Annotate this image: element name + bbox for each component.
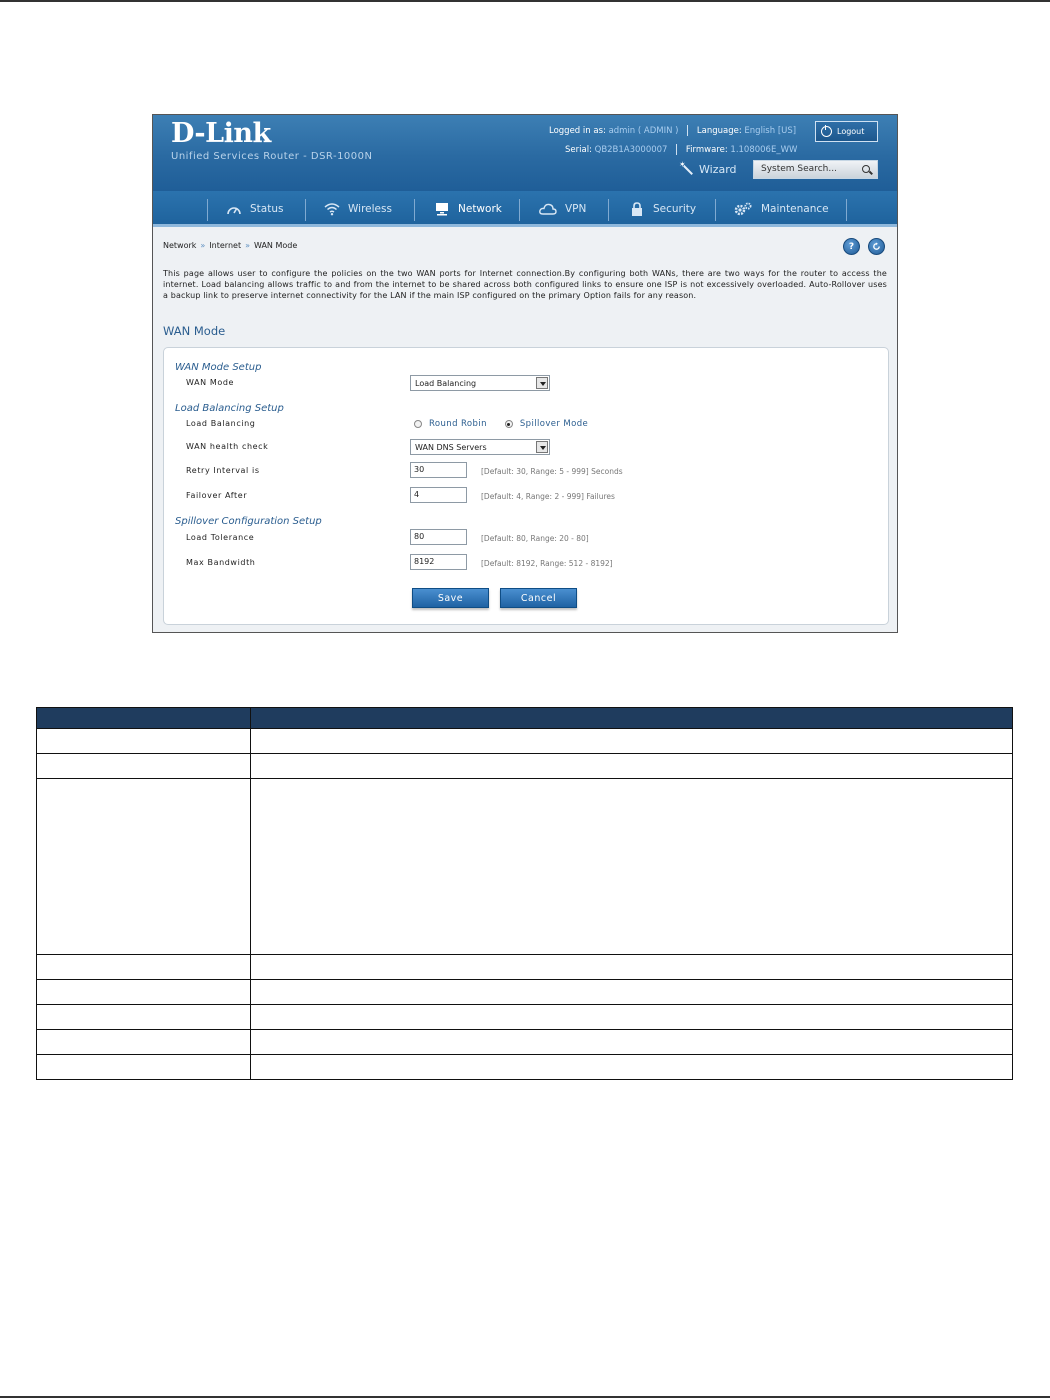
retry-interval-label: Retry Interval is [186,466,260,475]
router-screenshot [152,114,898,633]
wan-mode-panel [163,347,889,625]
spillover-setup-heading: Spillover Configuration Setup [175,516,322,527]
max-bandwidth-input[interactable]: 8192 [410,554,467,570]
table-row [37,1005,1013,1030]
wizard-link[interactable]: ✶ Wizard [681,163,737,176]
bottom-page-rule [0,1396,1050,1398]
language-value[interactable]: English [US] [744,126,797,136]
parameter-table [36,707,1013,1080]
main-content [153,227,897,632]
cancel-button[interactable]: Cancel [500,588,577,608]
gears-icon [733,202,753,216]
failover-after-input[interactable]: 4 [410,487,467,503]
section-title: WAN Mode [163,324,226,338]
wifi-icon [324,202,340,216]
save-button[interactable]: Save [412,588,489,608]
breadcrumb-internet[interactable]: Internet [209,241,242,250]
top-page-rule [0,0,1050,2]
nav-wireless[interactable]: Wireless [324,191,392,227]
load-tolerance-label: Load Tolerance [186,533,255,542]
chevron-down-icon [536,441,548,453]
load-tolerance-input[interactable]: 80 [410,529,467,545]
breadcrumb-network[interactable]: Network [163,241,197,250]
page-description: This page allows user to configure the policies on the two WAN ports for Internet connection.By configuring both WANs, there are two ways for the router to access the internet. Load balancing allows traffic to and from the internet to be shared across both configured links to ensure one ISP is not excessively overloaded. Auto-Rollover uses a backup link to preserve internet connectivity for the LAN if the main ISP configured on the primary Option fails for any reason. [163,269,887,300]
power-icon [821,126,832,137]
failover-after-label: Failover After [186,491,248,500]
nav-vpn[interactable]: VPN [539,191,586,227]
round-robin-radio[interactable] [414,420,422,428]
table-row [37,754,1013,779]
max-bandwidth-label: Max Bandwidth [186,558,256,567]
firmware-value: 1.108006E_WW [730,145,798,155]
lock-icon [629,202,645,216]
monitor-icon [434,202,450,216]
wan-mode-select[interactable]: Load Balancing [410,375,550,391]
load-balancing-label: Load Balancing [186,419,256,428]
load-tolerance-hint: [Default: 80, Range: 20 - 80] [481,534,589,543]
table-row [37,729,1013,754]
wan-health-check-label: WAN health check [186,442,269,451]
load-balancing-setup-heading: Load Balancing Setup [175,403,284,414]
nav-network[interactable]: Network [434,191,502,227]
spillover-mode-radio[interactable] [505,420,513,428]
speedometer-icon [226,202,242,216]
max-bandwidth-hint: [Default: 8192, Range: 512 - 8192] [481,559,613,568]
table-row [37,1055,1013,1080]
router-model-subtitle: Unified Services Router - DSR-1000N [171,151,373,162]
table-row [37,779,1013,955]
retry-interval-hint: [Default: 30, Range: 5 - 999] Seconds [481,467,623,476]
system-search-input[interactable]: System Search... [753,160,878,179]
table-header-row [37,708,1013,729]
chevron-down-icon [536,377,548,389]
breadcrumb: Network » Internet » WAN Mode [163,241,298,250]
failover-after-hint: [Default: 4, Range: 2 - 999] Failures [481,492,615,501]
refresh-icon[interactable] [868,238,885,255]
nav-security[interactable]: Security [629,191,696,227]
round-robin-label[interactable]: Round Robin [429,419,487,429]
logged-in-user: admin ( ADMIN ) [608,126,679,136]
router-header [153,115,897,191]
login-info: Logged in as: admin ( ADMIN ) Language: English [US] [549,126,797,136]
wand-icon [681,164,693,176]
table-row [37,980,1013,1005]
wan-mode-setup-heading: WAN Mode Setup [175,362,262,373]
search-icon [862,165,870,173]
table-row [37,1030,1013,1055]
device-info: Serial: QB2B1A3000007 Firmware: 1.108006E_WW [565,145,798,155]
wan-mode-label: WAN Mode [186,378,235,387]
table-row [37,955,1013,980]
spillover-mode-label[interactable]: Spillover Mode [519,419,589,429]
serial-value: QB2B1A3000007 [594,145,668,155]
breadcrumb-wan-mode: WAN Mode [253,241,298,250]
main-nav [153,191,897,227]
cloud-icon [539,202,557,216]
wan-health-check-select[interactable]: WAN DNS Servers [410,439,550,455]
load-balancing-radio-group [414,419,588,429]
nav-status[interactable]: Status [226,191,283,227]
retry-interval-input[interactable]: 30 [410,462,467,478]
help-icon[interactable]: ? [843,238,860,255]
dlink-logo: D-Link [171,118,271,149]
nav-maintenance[interactable]: Maintenance [733,191,829,227]
logout-button[interactable]: Logout [815,121,878,142]
